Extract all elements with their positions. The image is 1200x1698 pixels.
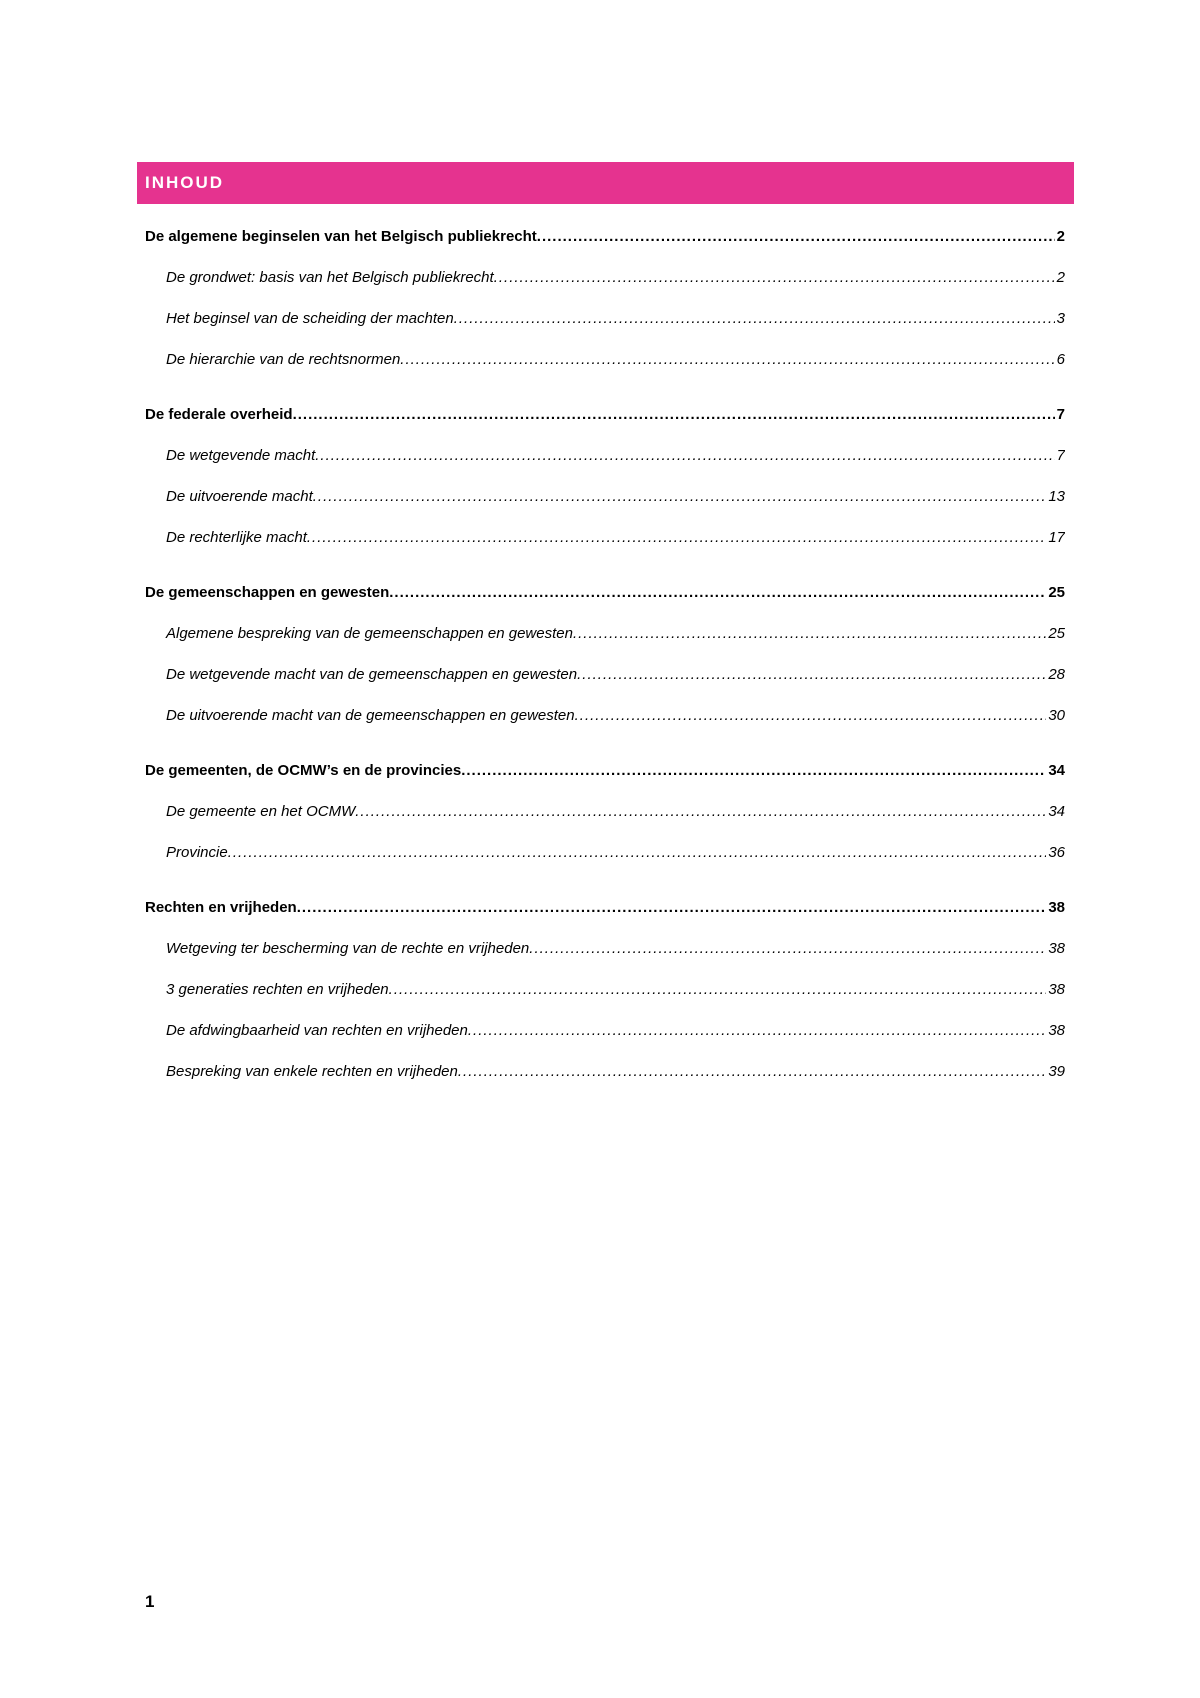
toc-subentry[interactable] — [145, 269, 1065, 310]
toc-subentry[interactable] — [145, 310, 1065, 351]
dot-leader — [315, 447, 1054, 464]
toc-section — [145, 228, 1065, 392]
toc-entry-title: De rechterlijke macht — [166, 529, 307, 546]
toc-subentry[interactable] — [145, 803, 1065, 844]
toc-heading-entry[interactable] — [145, 899, 1065, 940]
toc-subentry[interactable] — [145, 940, 1065, 981]
toc-entry-page: 3 — [1056, 310, 1065, 327]
toc-entry-page: 34 — [1048, 803, 1065, 820]
toc-subentry[interactable] — [145, 529, 1065, 570]
toc-entry-page: 6 — [1056, 351, 1065, 368]
toc-entry-title: De gemeente en het OCMW — [166, 803, 356, 820]
table-of-contents — [145, 228, 1065, 1118]
dot-leader — [458, 1063, 1046, 1080]
toc-entry-page: 38 — [1048, 1022, 1065, 1039]
toc-subentry[interactable] — [145, 488, 1065, 529]
toc-entry-page: 2 — [1056, 228, 1065, 245]
toc-subentry[interactable] — [145, 625, 1065, 666]
toc-entry-title: Het beginsel van de scheiding der machten — [166, 310, 454, 327]
toc-entry-page: 17 — [1048, 529, 1065, 546]
toc-subentry[interactable] — [145, 351, 1065, 392]
dot-leader — [529, 940, 1046, 957]
dot-leader — [389, 981, 1047, 998]
dot-leader — [454, 310, 1055, 327]
toc-entry-title: Algemene bespreking van de gemeenschappen en gewesten — [166, 625, 573, 642]
toc-subentry[interactable] — [145, 707, 1065, 748]
toc-entry-page: 30 — [1048, 707, 1065, 724]
toc-section — [145, 584, 1065, 748]
dot-leader — [573, 625, 1046, 642]
toc-heading-entry[interactable] — [145, 228, 1065, 269]
toc-entry-page: 2 — [1056, 269, 1065, 286]
toc-subentry[interactable] — [145, 666, 1065, 707]
toc-entry-page: 25 — [1048, 625, 1065, 642]
toc-entry-title: De wetgevende macht — [166, 447, 316, 464]
toc-entry-title: De wetgevende macht van de gemeenschappen en gewesten — [166, 666, 578, 683]
toc-entry-title: Provincie — [166, 844, 228, 861]
toc-entry-title: De uitvoerende macht van de gemeenschappen en gewesten — [166, 707, 575, 724]
toc-title: INHOUD — [145, 173, 225, 192]
dot-leader — [313, 488, 1047, 505]
toc-subentry[interactable] — [145, 447, 1065, 488]
toc-entry-page: 38 — [1048, 981, 1065, 998]
toc-subentry[interactable] — [145, 1022, 1065, 1063]
toc-entry-title: Wetgeving ter bescherming van de rechte en vrijheden — [166, 940, 530, 957]
toc-entry-page: 38 — [1048, 899, 1065, 916]
toc-heading-entry[interactable] — [145, 584, 1065, 625]
toc-entry-title: De uitvoerende macht — [166, 488, 313, 505]
dot-leader — [297, 899, 1047, 916]
dot-leader — [307, 529, 1046, 546]
toc-entry-page: 25 — [1048, 584, 1065, 601]
dot-leader — [461, 762, 1046, 779]
toc-entry-page: 28 — [1048, 666, 1065, 683]
toc-entry-title: De gemeenten, de OCMW’s en de provincies — [145, 762, 462, 779]
toc-entry-page: 38 — [1048, 940, 1065, 957]
dot-leader — [494, 269, 1055, 286]
toc-entry-page: 39 — [1048, 1063, 1065, 1080]
dot-leader — [228, 844, 1047, 861]
toc-subentry[interactable] — [145, 844, 1065, 885]
toc-entry-page: 7 — [1056, 447, 1065, 464]
toc-section — [145, 899, 1065, 1104]
dot-leader — [293, 406, 1055, 423]
dot-leader — [577, 666, 1046, 683]
dot-leader — [575, 707, 1047, 724]
toc-section — [145, 762, 1065, 885]
toc-section — [145, 406, 1065, 570]
toc-entry-title: De hierarchie van de rechtsnormen — [166, 351, 401, 368]
toc-entry-title: De grondwet: basis van het Belgisch publiekrecht — [166, 269, 494, 286]
toc-subentry[interactable] — [145, 1063, 1065, 1104]
toc-entry-title: De afdwingbaarheid van rechten en vrijheden — [166, 1022, 468, 1039]
dot-leader — [389, 584, 1046, 601]
toc-heading-entry[interactable] — [145, 762, 1065, 803]
toc-entry-title: Rechten en vrijheden — [145, 899, 297, 916]
toc-entry-page: 7 — [1056, 406, 1065, 423]
toc-entry-page: 13 — [1048, 488, 1065, 505]
toc-entry-page: 34 — [1048, 762, 1065, 779]
toc-entry-title: De algemene beginselen van het Belgisch publiekrecht — [145, 228, 537, 245]
dot-leader — [537, 228, 1055, 245]
toc-entry-title: De federale overheid — [145, 406, 293, 423]
toc-heading-entry[interactable] — [145, 406, 1065, 447]
toc-subentry[interactable] — [145, 981, 1065, 1022]
dot-leader — [355, 803, 1046, 820]
toc-entry-title: De gemeenschappen en gewesten — [145, 584, 390, 601]
toc-header-banner — [137, 162, 1074, 204]
toc-entry-title: Bespreking van enkele rechten en vrijheden — [166, 1063, 458, 1080]
dot-leader — [468, 1022, 1046, 1039]
dot-leader — [400, 351, 1054, 368]
toc-entry-title: 3 generaties rechten en vrijheden — [166, 981, 389, 998]
page-number: 1 — [145, 1592, 155, 1611]
toc-entry-page: 36 — [1048, 844, 1065, 861]
